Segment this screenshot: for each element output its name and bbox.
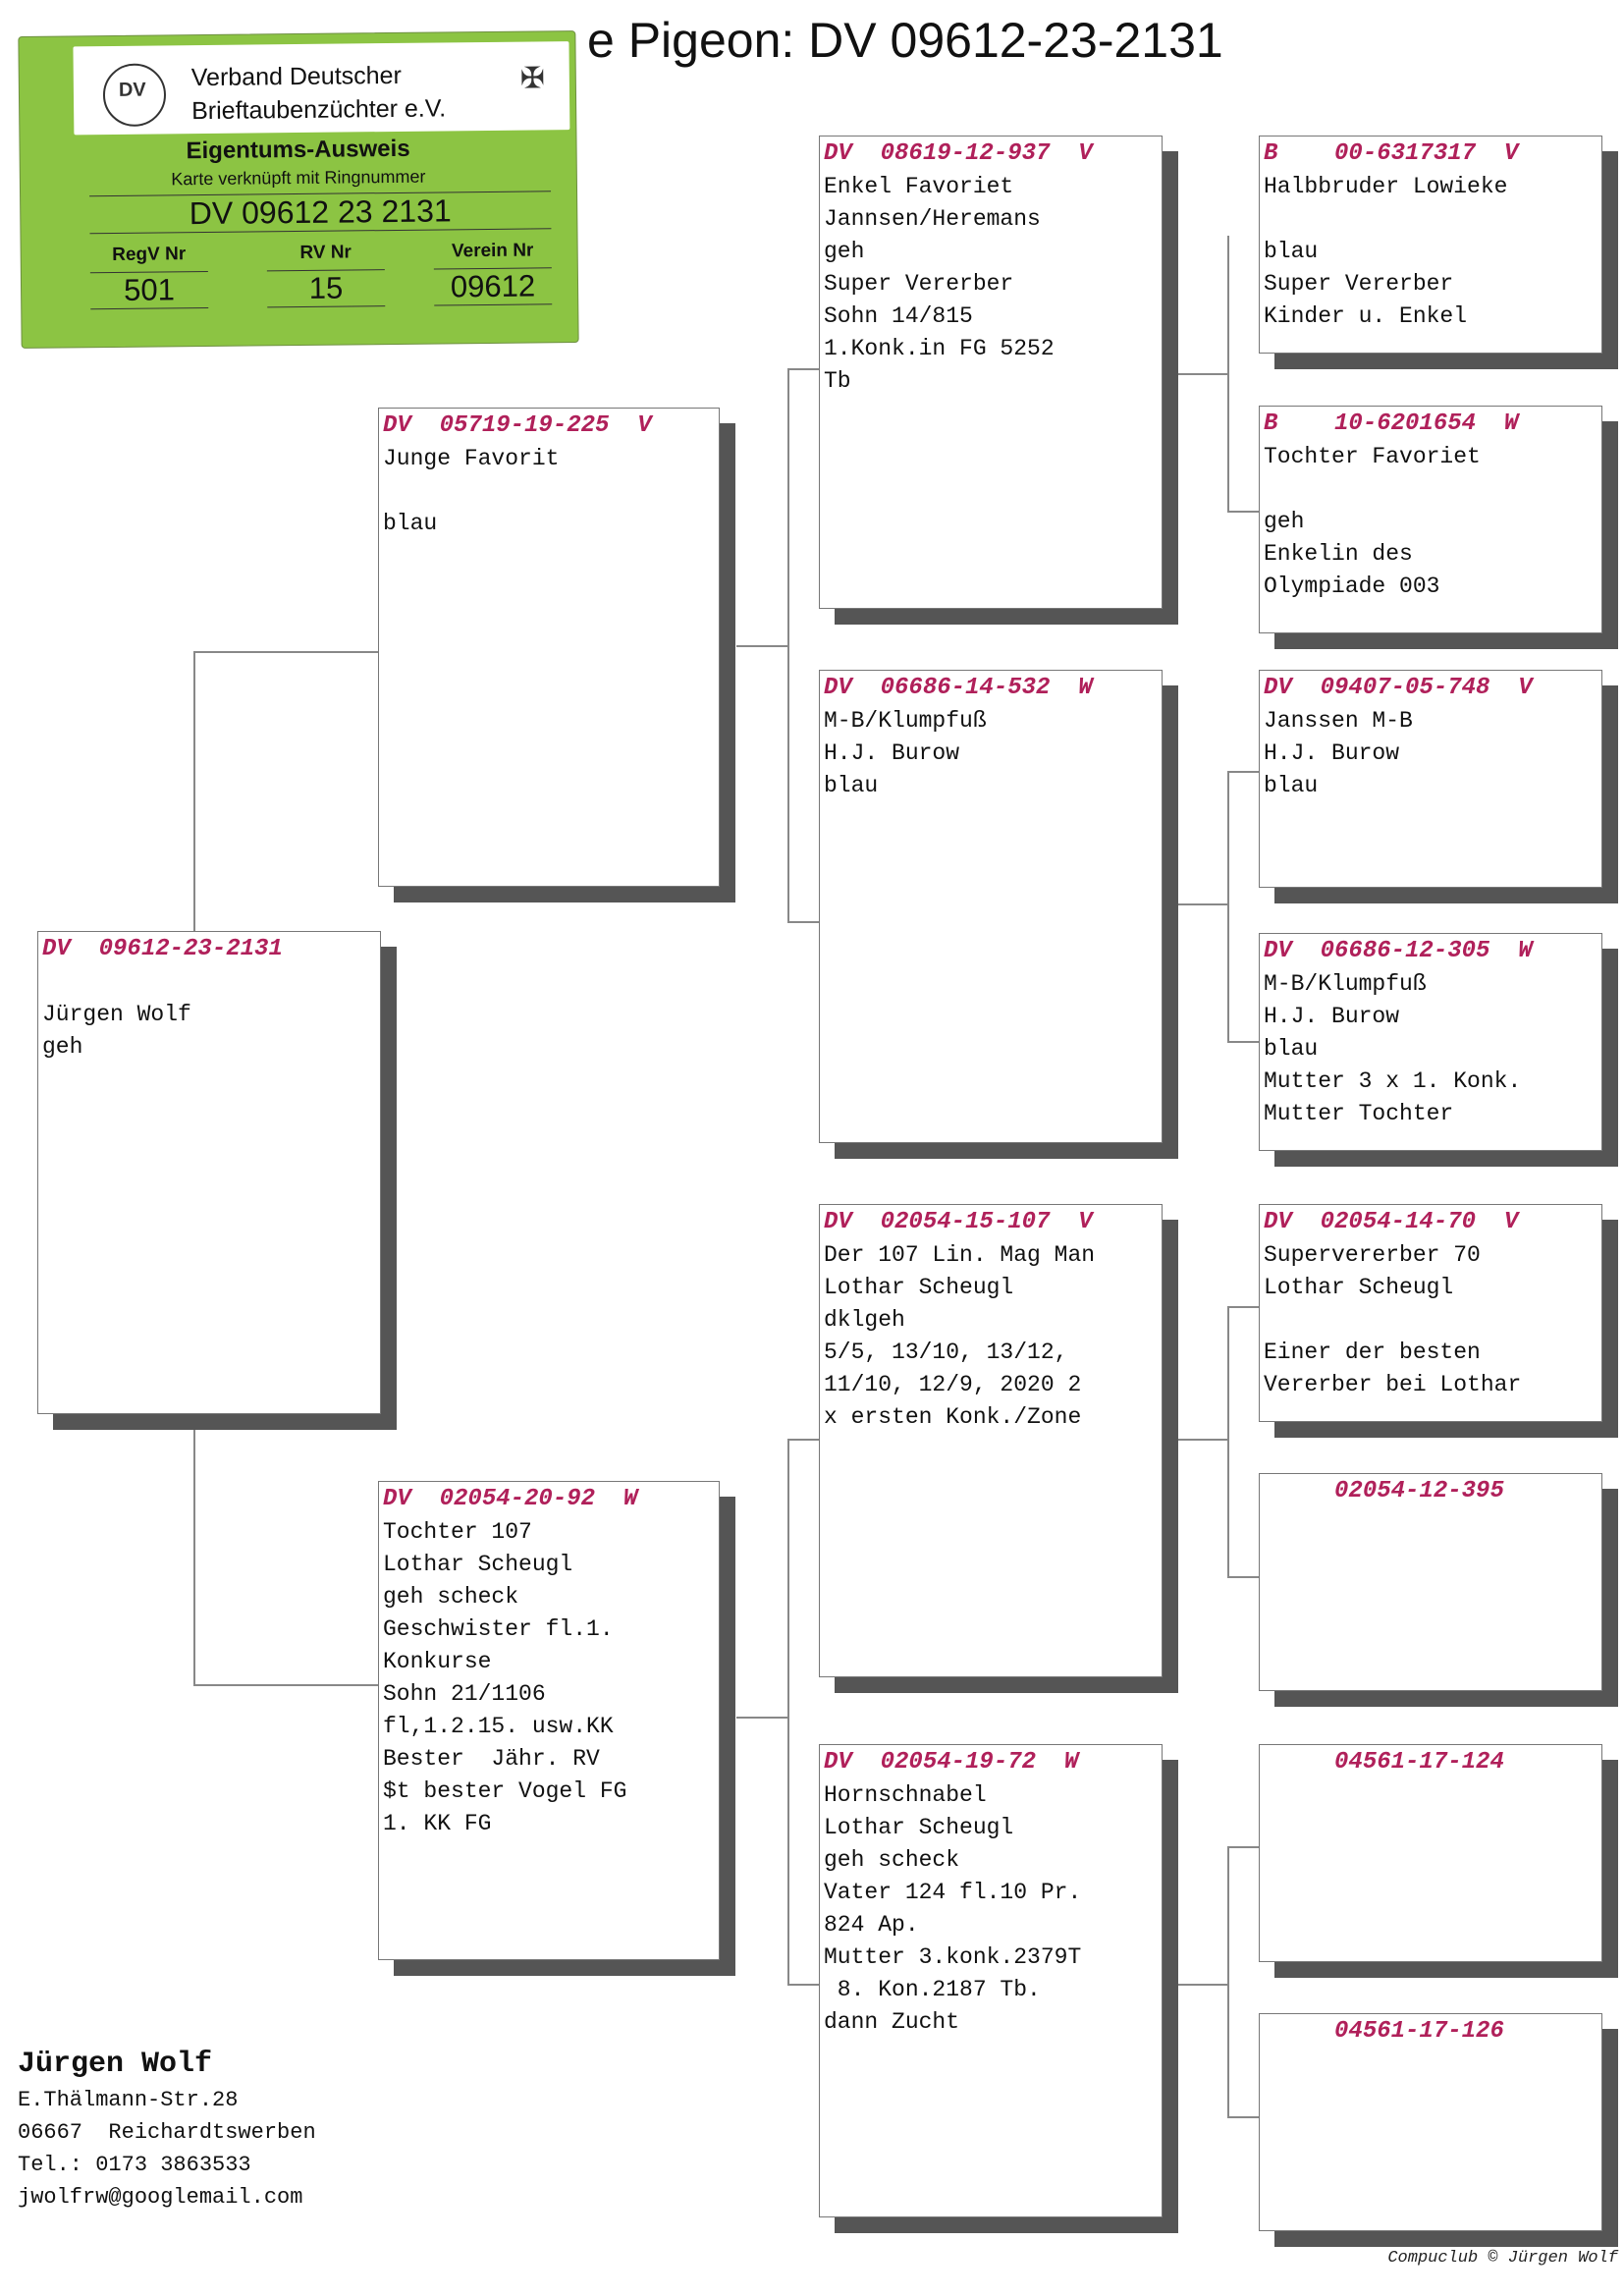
ring-number: DV 05719-19-225 V <box>383 412 652 439</box>
pigeon-note-line: Lothar Scheugl <box>824 1815 1014 1840</box>
connector <box>193 1414 195 1686</box>
card-subheading: Karte verknüpft mit Ringnummer <box>171 166 426 190</box>
pigeon-note-line: $t bester Vogel FG <box>383 1778 627 1804</box>
verein-value: 09612 <box>434 267 552 305</box>
connector <box>1227 2116 1259 2118</box>
pigeon-note-line <box>1264 473 1601 506</box>
pigeon-notes <box>383 443 719 540</box>
pigeon-box-dam-sire <box>819 1204 1163 1677</box>
connector <box>787 368 821 370</box>
ring-number: 04561-17-124 <box>1264 1749 1504 1776</box>
ring-number: B 00-6317317 V <box>1264 140 1519 167</box>
connector <box>1178 1439 1227 1441</box>
card-heading: Eigentums-Ausweis <box>186 135 410 165</box>
pigeon-note-line: Lothar Scheugl <box>1264 1275 1454 1300</box>
pigeon-note-line: Vater 124 fl.10 Pr. <box>824 1880 1082 1905</box>
breeder-city: 06667 Reichardtswerben <box>18 2120 316 2145</box>
breeder-street: E.Thälmann-Str.28 <box>18 2088 239 2112</box>
footer-credit: Compuclub © Jürgen Wolf <box>1387 2249 1618 2268</box>
pigeon-note-line: 1.Konk.in FG 5252 <box>824 336 1055 361</box>
pigeon-box-sd-dam <box>1259 933 1602 1151</box>
pigeon-note-line: Super Vererber <box>1264 271 1454 297</box>
ring-number: 02054-12-395 <box>1264 1478 1504 1504</box>
pigeon-note-line: fl,1.2.15. usw.KK <box>383 1714 614 1739</box>
pigeon-box-sire <box>378 408 720 887</box>
pigeon-note-line: Super Vererber <box>824 271 1014 297</box>
pigeon-note-line: dklgeh <box>824 1307 905 1333</box>
page-title: e Pigeon: DV 09612-23-2131 <box>587 13 1223 68</box>
pigeon-note-line <box>1264 203 1601 236</box>
pigeon-note-line: geh <box>1264 509 1305 534</box>
pigeon-note-line: Vererber bei Lothar <box>1264 1372 1522 1397</box>
pigeon-note-line: 5/5, 13/10, 13/12, <box>824 1339 1068 1365</box>
pigeon-box-main <box>37 931 381 1414</box>
connector <box>1227 1576 1259 1578</box>
pigeon-note-line: 824 Ap. <box>824 1912 919 1938</box>
breeder-email: jwolfrw@googlemail.com <box>18 2185 303 2210</box>
pigeon-notes <box>42 966 380 1064</box>
pigeon-box-ds-dam <box>1259 1473 1602 1691</box>
pigeon-note-line: x ersten Konk./Zone <box>824 1404 1082 1430</box>
breeder-phone: Tel.: 0173 3863533 <box>18 2153 251 2177</box>
ring-number: DV 02054-14-70 V <box>1264 1209 1519 1235</box>
ring-number: 04561-17-126 <box>1264 2018 1504 2045</box>
connector <box>787 1439 821 1441</box>
connector <box>1227 1846 1229 2116</box>
pigeon-note-line: Supervererber 70 <box>1264 1242 1481 1268</box>
pigeon-note-line: Einer der besten <box>1264 1339 1481 1365</box>
pigeon-box-dam-dam <box>819 1744 1163 2217</box>
pigeon-box-ss-sire <box>1259 136 1602 354</box>
pigeon-note-line: Tochter 107 <box>383 1519 532 1545</box>
pigeon-notes <box>1264 441 1601 603</box>
pigeon-note-line: Der 107 Lin. Mag Man <box>824 1242 1096 1268</box>
pigeon-note-line: Bester Jähr. RV <box>383 1746 600 1772</box>
ring-number: DV 02054-20-92 W <box>383 1486 638 1512</box>
connector <box>736 1717 787 1719</box>
pigeon-note-line: blau <box>1264 1036 1319 1062</box>
pigeon-box-sd-sire <box>1259 670 1602 888</box>
pigeon-note-line: Sohn 21/1106 <box>383 1681 546 1707</box>
pigeon-note-line: blau <box>1264 239 1319 264</box>
connector <box>1227 1306 1229 1576</box>
pigeon-note-line: Tochter Favoriet <box>1264 444 1481 469</box>
pigeon-note-line: Tb <box>824 368 851 394</box>
pigeon-note-line: Halbbruder Lowieke <box>1264 174 1508 199</box>
pigeon-note-line: Mutter Tochter <box>1264 1101 1454 1126</box>
pigeon-note-line: Jürgen Wolf <box>42 1002 191 1027</box>
pigeon-notes <box>824 1779 1162 2039</box>
connector <box>1227 1041 1259 1043</box>
ring-number: DV 02054-15-107 V <box>824 1209 1093 1235</box>
pigeon-note-line: 11/10, 12/9, 2020 2 <box>824 1372 1082 1397</box>
pigeon-note-line: Hornschnabel <box>824 1782 987 1808</box>
pigeon-note-line: geh <box>42 1034 83 1060</box>
ring-number: DV 09407-05-748 V <box>1264 675 1533 701</box>
ring-number: DV 09612-23-2131 <box>42 936 283 962</box>
pigeon-note-line: Mutter 3.konk.2379T <box>824 1944 1082 1970</box>
pigeon-box-dam <box>378 1481 720 1960</box>
pigeon-box-dd-sire <box>1259 1744 1602 1962</box>
connector <box>1227 236 1229 511</box>
pigeon-note-line: Lothar Scheugl <box>824 1275 1014 1300</box>
connector <box>1178 373 1227 375</box>
breeder-address <box>18 2045 316 2214</box>
rv-label: RV Nr <box>299 242 352 263</box>
pigeon-note-line: Olympiade 003 <box>1264 574 1440 599</box>
connector <box>1178 903 1227 905</box>
pigeon-note-line: Junge Favorit <box>383 446 560 471</box>
pigeon-box-sire-dam <box>819 670 1163 1143</box>
connector <box>1227 1306 1259 1308</box>
pigeon-box-dd-dam <box>1259 2013 1602 2231</box>
pigeon-note-line: geh scheck <box>824 1847 960 1873</box>
connector <box>787 1984 821 1986</box>
pigeon-notes <box>824 1239 1162 1434</box>
pigeon-note-line: geh <box>824 239 865 264</box>
connector <box>787 921 821 923</box>
pigeon-box-ss-dam <box>1259 406 1602 633</box>
pigeon-box-sire-sire <box>819 136 1163 609</box>
pigeon-note-line: Janssen M-B <box>1264 708 1413 734</box>
pigeon-note-line <box>42 966 380 999</box>
pigeon-note-line: M-B/Klumpfuß <box>1264 971 1427 997</box>
pigeon-note-line <box>383 475 719 508</box>
pigeon-note-line: Enkelin des <box>1264 541 1413 567</box>
ring-number: DV 08619-12-937 V <box>824 140 1093 167</box>
connector <box>1227 511 1259 513</box>
pigeon-note-line: Kinder u. Enkel <box>1264 303 1468 329</box>
pigeon-notes <box>824 705 1162 802</box>
pigeon-note-line: H.J. Burow <box>1264 1004 1400 1029</box>
pigeon-note-line: Sohn 14/815 <box>824 303 973 329</box>
pigeon-note-line: Enkel Favoriet <box>824 174 1014 199</box>
pigeon-notes <box>824 171 1162 398</box>
ownership-card <box>18 30 578 349</box>
connector <box>787 1439 789 1986</box>
regv-label: RegV Nr <box>112 244 187 265</box>
breeder-name: Jürgen Wolf <box>18 2048 213 2081</box>
pigeon-note-line: H.J. Burow <box>1264 740 1400 766</box>
pigeon-note-line: 8. Kon.2187 Tb. <box>824 1977 1041 2002</box>
verein-label: Verein Nr <box>451 240 534 262</box>
pigeon-notes <box>1264 171 1601 333</box>
association-header <box>73 41 569 135</box>
pigeon-note-line: Konkurse <box>383 1649 492 1674</box>
connector <box>736 645 787 647</box>
association-name: Verband Deutscher Brieftaubenzüchter e.V. <box>190 61 447 126</box>
eagle-crest-icon: ✠ <box>519 62 546 95</box>
card-ring-number: DV 09612 23 2131 <box>89 191 551 234</box>
pigeon-notes <box>1264 1239 1601 1401</box>
pigeon-note-line: Jannsen/Heremans <box>824 206 1041 232</box>
pigeon-note-line: geh scheck <box>383 1584 519 1610</box>
connector <box>193 651 380 653</box>
ring-number: DV 06686-12-305 W <box>1264 938 1533 964</box>
pigeon-note-line: Mutter 3 x 1. Konk. <box>1264 1068 1522 1094</box>
pigeon-note-line: blau <box>383 511 438 536</box>
pigeon-note-line <box>1264 1304 1601 1337</box>
rv-value: 15 <box>267 269 385 307</box>
regv-value: 501 <box>90 271 208 309</box>
connector <box>193 651 195 931</box>
pigeon-notes <box>1264 705 1601 802</box>
association-logo-icon: DV <box>103 63 167 127</box>
pigeon-note-line: M-B/Klumpfuß <box>824 708 987 734</box>
pigeon-box-ds-sire <box>1259 1204 1602 1422</box>
pigeon-note-line: H.J. Burow <box>824 740 960 766</box>
connector <box>787 368 789 923</box>
connector <box>1178 1984 1227 1986</box>
pigeon-notes <box>1264 968 1601 1130</box>
pigeon-notes <box>383 1516 719 1840</box>
connector <box>1227 771 1259 773</box>
connector <box>1227 771 1229 1041</box>
ring-number: DV 02054-19-72 W <box>824 1749 1079 1776</box>
pigeon-note-line: 1. KK FG <box>383 1811 492 1836</box>
connector <box>193 1684 380 1686</box>
pigeon-note-line: Geschwister fl.1. <box>383 1616 614 1642</box>
ring-number: B 10-6201654 W <box>1264 410 1519 437</box>
pigeon-note-line: blau <box>1264 773 1319 798</box>
pigeon-note-line: dann Zucht <box>824 2009 960 2035</box>
ring-number: DV 06686-14-532 W <box>824 675 1093 701</box>
pigeon-note-line: blau <box>824 773 879 798</box>
pigeon-note-line: Lothar Scheugl <box>383 1552 573 1577</box>
connector <box>1227 1846 1259 1848</box>
